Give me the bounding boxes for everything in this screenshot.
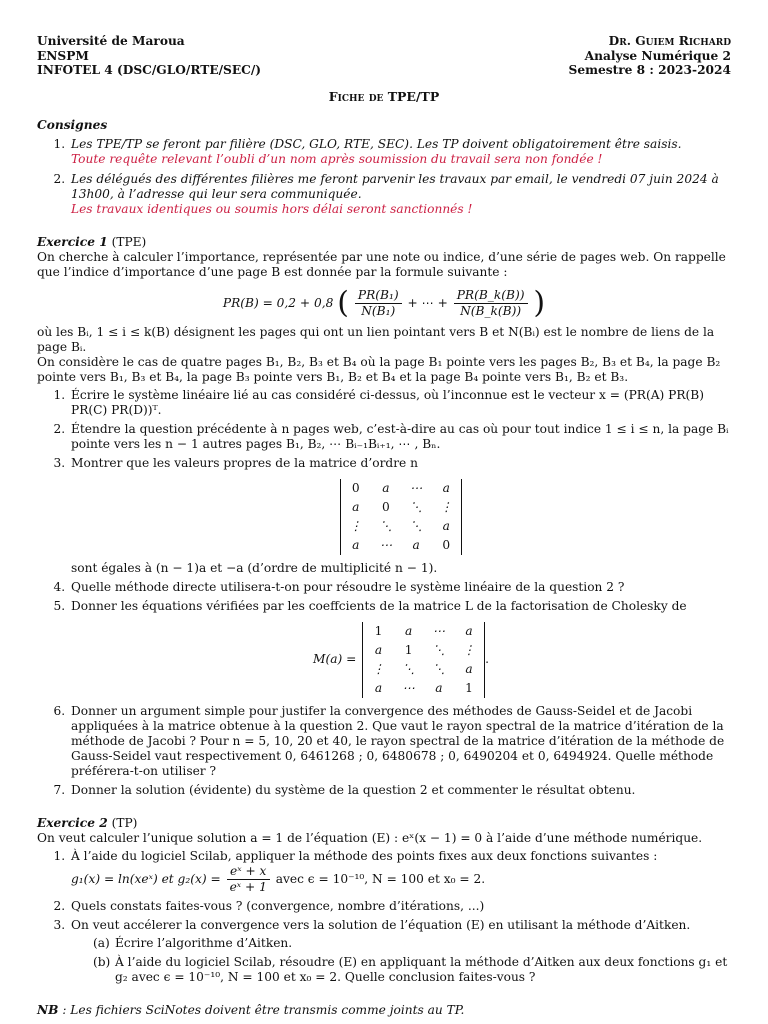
matrix-cell: a — [374, 680, 383, 695]
sub-question — [93, 955, 731, 985]
matrix-cell: 0 — [382, 499, 390, 514]
question-item — [69, 456, 731, 576]
question-item: 4. Quelle méthode directe utilisera-t-on pour résoudre le système linéaire de la question 2 ? — [69, 580, 731, 595]
matrix-cell: ⋱ — [432, 642, 445, 657]
matrix-period: . — [485, 652, 489, 666]
consignes-heading: Consignes — [37, 117, 108, 132]
matrix-table — [362, 622, 485, 698]
matrix-cell: a — [405, 623, 413, 638]
question-item: 1. Écrire le système linéaire lié au cas considéré ci-dessus, où l’inconnue est le vecteur x = (PR(A) PR(B) PR(C) PR(D))ᵀ. — [69, 388, 731, 418]
consigne-text: Les TPE/TP se feront par filière (DSC, GLO, RTE, SEC). Les TP doivent obligatoirement être saisis. — [71, 136, 682, 151]
exercise-1-definition: où les Bᵢ, 1 ≤ i ≤ k(B) désignent les pages qui ont un lien pointant vers B et N(Bᵢ) est le nombre de liens de la page Bᵢ. — [37, 324, 715, 354]
matrix-cell: a — [442, 480, 450, 495]
fraction-denominator: N(B₁) — [361, 303, 396, 318]
pagerank-formula — [37, 285, 731, 320]
function-g1-g2: g₁(x) = ln(xeˣ) et g₂(x) = — [71, 871, 221, 886]
matrix-cell: 0 — [442, 537, 451, 552]
exercise-2-title: Exercice 2 — [37, 815, 108, 830]
matrix-row — [340, 517, 462, 536]
matrix-cell: ⋱ — [432, 661, 445, 676]
sub-question-label: (a) — [93, 935, 110, 950]
exercise-1-tag: (TPE) — [111, 234, 147, 249]
consigne-text: Les délégués des différentes filières me feront parvenir les travaux par email, le vendredi 07 juin 2024 à 13h00, à l’adresse qui leur sera communiquée. — [71, 171, 719, 201]
matrix-row — [340, 479, 462, 498]
matrix-row — [340, 498, 462, 517]
school-name: ENSPM — [37, 48, 89, 63]
sub-question — [93, 936, 731, 951]
exercise-1-heading — [37, 235, 731, 250]
question-item — [69, 849, 731, 895]
sub-question-text: Écrire l’algorithme d’Aitken. — [115, 935, 293, 950]
matrix-cell: ⋱ — [379, 518, 392, 533]
formula-dots: + ⋯ + — [407, 295, 448, 310]
matrix-order-n — [71, 479, 731, 555]
sub-question-label: (b) — [93, 954, 111, 969]
university-name: Université de Maroua — [37, 34, 185, 48]
matrix-m-a — [71, 622, 731, 698]
footnote-label: NB — [37, 1002, 59, 1017]
consigne-item — [69, 137, 731, 167]
matrix-cell: ⋮ — [372, 661, 385, 676]
exercise-1-questions — [37, 388, 731, 798]
matrix-cell: ⋮ — [440, 499, 453, 514]
header-right — [569, 34, 731, 78]
matrix-cell: a — [435, 680, 443, 695]
matrix-cell: a — [352, 537, 360, 552]
consigne-warning: Toute requête relevant l’oubli d’un nom après soumission du travail sera non fondée ! — [71, 151, 603, 166]
formula-close-paren: ) — [533, 285, 546, 320]
sub-questions — [71, 936, 731, 985]
question-text: À l’aide du logiciel Scilab, appliquer la méthode des points fixes aux deux fonctions suivantes : — [71, 848, 658, 863]
matrix-cell: 1 — [374, 623, 383, 638]
question-item: 2. Quels constats faites-vous ? (convergence, nombre d’itérations, ...) — [69, 899, 731, 914]
matrix-cell: ⋮ — [462, 642, 476, 657]
matrix-cell: ⋱ — [410, 499, 423, 514]
fraction-denominator: eˣ + 1 — [229, 879, 267, 894]
matrix-row — [363, 679, 485, 698]
exercise-1-intro: On cherche à calculer l’importance, représentée par une note ou indice, d’une série de pages web. On rappelle que l’indice d’importance d’une page B est donnée par la formule suivante : — [37, 249, 726, 279]
matrix-cell: ⋯ — [410, 480, 423, 495]
exercise-1-title: Exercice 1 — [37, 234, 108, 249]
matrix-row — [340, 536, 462, 555]
matrix-row — [363, 660, 485, 679]
course-name: Analyse Numérique 2 — [584, 48, 731, 63]
matrix-cell: 1 — [465, 680, 473, 695]
fraction-denominator: N(B_k(B)) — [460, 303, 522, 318]
matrix-cell: ⋯ — [379, 537, 392, 552]
page-title: Fiche de TPE/TP — [328, 88, 440, 104]
fraction-numerator: PR(B_k(B)) — [454, 288, 528, 304]
footnote — [37, 1003, 731, 1018]
exercise-2-tag: (TP) — [111, 815, 138, 830]
consignes-list — [37, 137, 731, 217]
matrix-cell: ⋮ — [349, 518, 362, 533]
fraction-numerator: PR(B₁) — [355, 288, 402, 304]
teacher-name: Dr. Guiem Richard — [608, 34, 731, 48]
matrix-row — [363, 641, 485, 660]
matrix-cell: a — [374, 642, 383, 657]
question-text-continued: sont égales à (n − 1)a et −a (d’ordre de multiplicité n − 1). — [71, 560, 438, 575]
g2-fraction — [227, 864, 270, 895]
matrix-cell: 1 — [404, 642, 413, 657]
fraction-numerator: eˣ + x — [227, 864, 270, 880]
question-item — [69, 599, 731, 698]
sub-question-text: À l’aide du logiciel Scilab, résoudre (E) en appliquant la méthode d’Aitken aux deux fonctions g₁ et g₂ avec ϵ = 10⁻¹⁰, N = 100 et x₀ = 2. Quelle conclusion faites-vous ? — [115, 954, 728, 984]
question-item: 7. Donner la solution (évidente) du système de la question 2 et commenter le résultat obtenu. — [69, 783, 731, 798]
question-item — [69, 918, 731, 985]
exercise-1-context: On considère le cas de quatre pages B₁, B₂, B₃ et B₄ où la page B₁ pointe vers les pages B₂, B₃ et B₄, la page B₂ pointe vers B₁, B₃ et B₄, la page B₃ pointe vers B₁, B₂ et B₄ et la page B₄ pointe vers B₁, B₂ et B₃. — [37, 354, 721, 384]
exercise-2-intro: On veut calculer l’unique solution a = 1 de l’équation (E) : eˣ(x − 1) = 0 à l’aide d’une méthode numérique. — [37, 830, 703, 845]
matrix-cell: a — [352, 499, 360, 514]
matrix-cell: ⋯ — [402, 680, 415, 695]
semester: Semestre 8 : 2023-2024 — [568, 63, 731, 77]
matrix-cell: ⋯ — [432, 623, 445, 638]
matrix-cell: a — [382, 480, 390, 495]
class-name: INFOTEL 4 (DSC/GLO/RTE/SEC/) — [37, 63, 262, 77]
question-item: 2. Étendre la question précédente à n pages web, c’est-à-dire au cas où pour tout indice 1 ≤ i ≤ n, la page Bᵢ pointe vers les n − 1 autres pages B₁, B₂, ⋯ Bᵢ₋₁Bᵢ₊₁, ⋯ , Bₙ. — [69, 422, 731, 452]
matrix-cell: a — [465, 623, 473, 638]
formula-lhs: PR(B) = 0,2 + 0,8 — [222, 295, 334, 310]
matrix-cell: ⋱ — [410, 518, 423, 533]
matrix-cell: a — [442, 518, 450, 533]
header-left — [37, 34, 261, 78]
matrix-cell: ⋱ — [402, 661, 415, 676]
matrix-cell: 0 — [351, 480, 360, 495]
footnote-text: : Les fichiers SciNotes doivent être transmis comme joints au TP. — [58, 1002, 465, 1017]
function-parameters: avec ϵ = 10⁻¹⁰, N = 100 et x₀ = 2. — [275, 871, 486, 886]
matrix-table — [340, 479, 463, 555]
question-item: 6. Donner un argument simple pour justifer la convergence des méthodes de Gauss-Seidel et de Jacobi appliquées à la matrice obtenue à la question 2. Que vaut le rayon spectral de la matrice d’itération de la méthode de Jacobi ? Pour n = 5, 10, 20 et 40, le rayon spectral de la matrice d’itération de la méthode de Gauss-Seidel vaut respectivement 0, 6461268 ; 0, 6480678 ; 0, 6490204 et 0, 6494924. Quelle méthode préférera-t-on utiliser ? — [69, 704, 731, 779]
matrix-label: M(a) = — [313, 652, 357, 666]
exercise-2-heading — [37, 816, 731, 831]
exercise-2-questions — [37, 849, 731, 985]
formula-fraction-1 — [355, 288, 402, 319]
matrix-row — [363, 622, 485, 641]
consigne-item — [69, 172, 731, 217]
document-header — [37, 34, 731, 78]
formula-open-paren: ( — [337, 285, 349, 320]
matrix-cell: a — [412, 537, 420, 552]
matrix-cell: a — [465, 661, 473, 676]
consigne-warning: Les travaux identiques ou soumis hors délai seront sanctionnés ! — [71, 201, 473, 216]
question-text: Montrer que les valeurs propres de la matrice d’ordre n — [71, 455, 418, 470]
question-text: On veut accélerer la convergence vers la solution de l’équation (E) en utilisant la méthode d’Aitken. — [71, 917, 691, 932]
formula-fraction-2 — [454, 288, 528, 319]
question-text: Donner les équations vérifiées par les coeffcients de la matrice L de la factorisation de Cholesky de — [71, 598, 687, 613]
